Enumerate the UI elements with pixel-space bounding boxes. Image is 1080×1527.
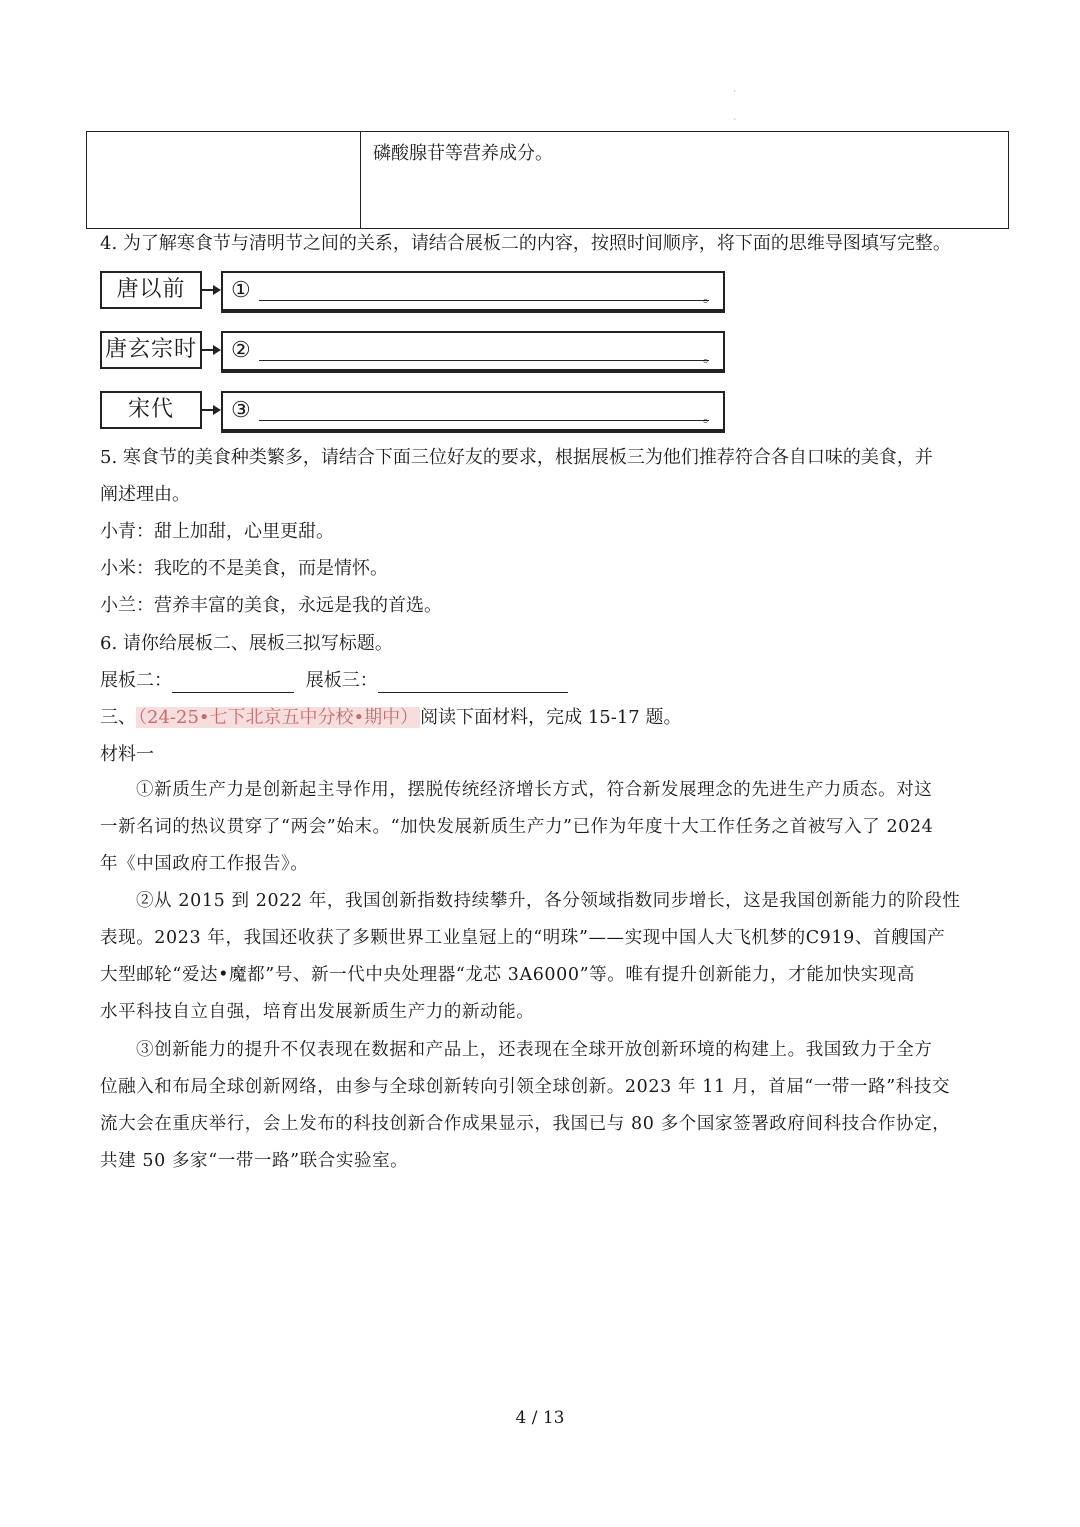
- answer-line: [259, 300, 709, 301]
- title-answer-line: [100, 669, 568, 693]
- paragraph-1: [100, 772, 933, 883]
- paragraph-line: 位融入和布局全球创新网络，由参与全球创新转向引领全球创新。2023 年 11 月，首届“一带一路”科技交: [100, 1077, 951, 1097]
- paragraph-line: 流大会在重庆举行，会上发布的科技创新合作成果显示，我国已与 80 多个国家签署政府间科技合作协定，: [100, 1114, 951, 1134]
- circled-number: ②: [231, 338, 251, 363]
- mindmap-answer-box[interactable]: [221, 331, 725, 371]
- scan-mark: ,: [734, 114, 736, 121]
- period-mark: 。: [703, 410, 717, 426]
- page-number: 4 / 13: [515, 1408, 565, 1428]
- board-3-blank[interactable]: [378, 672, 568, 693]
- paragraph-line: ③创新能力的提升不仅表现在数据和产品上，还表现在全球开放创新环境的构建上。我国致力于全方: [136, 1040, 933, 1060]
- arrow-right-icon: [200, 391, 222, 429]
- section-prefix: 三、: [100, 707, 136, 728]
- paragraph-line: 一新名词的热议贯穿了“两会”始末。“加快发展新质生产力”已作为年度十大工作任务之首被写入了 2024: [100, 817, 934, 837]
- mindmap-answer-box[interactable]: [221, 391, 725, 431]
- question-5-line2: 阐述理由。: [100, 484, 190, 505]
- material-title: 材料一: [100, 744, 154, 765]
- paragraph-line: 年《中国政府工作报告》。: [100, 854, 309, 874]
- section-instruction: 阅读下面材料，完成 15-17 题。: [420, 707, 682, 728]
- paragraph-line: 表现。2023 年，我国还收获了多颗世界工业皇冠上的“明珠”——实现中国人大飞机梦的C919、首艘国产: [100, 928, 946, 948]
- table-divider: [360, 132, 361, 228]
- question-6: 6. 请你给展板二、展板三拟写标题。: [100, 633, 393, 654]
- arrow-right-icon: [200, 271, 222, 309]
- board-2-blank[interactable]: [172, 672, 294, 693]
- mindmap-label: 唐以前: [100, 271, 202, 309]
- question-5-line1: 5. 寒食节的美食种类繁多，请结合下面三位好友的要求，根据展板三为他们推荐符合各自口味的美食，并: [100, 447, 933, 468]
- question-4: 4. 为了解寒食节与清明节之间的关系，请结合展板二的内容，按照时间顺序，将下面的思维导图填写完整。: [100, 233, 951, 254]
- paragraph-3: [100, 1032, 950, 1180]
- scan-mark: ': [734, 90, 736, 97]
- board-3-label: 展板三：: [305, 670, 378, 691]
- section-3-header: [100, 706, 681, 730]
- period-mark: 。: [703, 290, 717, 306]
- paragraph-line: ②从 2015 到 2022 年，我国创新指数持续攀升，各分领域指数同步增长，这是我国创新能力的阶段性: [136, 891, 961, 911]
- period-mark: 。: [703, 350, 717, 366]
- mindmap-label: 宋代: [100, 391, 202, 429]
- friend-request: 小兰：营养丰富的美食，永远是我的首选。: [100, 595, 442, 616]
- board-2-label: 展板二：: [100, 670, 172, 691]
- paragraph-2: [100, 883, 960, 1031]
- arrow-right-icon: [200, 331, 222, 369]
- nutrition-table: [86, 131, 1009, 229]
- source-tag: （24-25•七下北京五中分校•期中）: [138, 707, 419, 728]
- table-cell-text: 磷酸腺苷等营养成分。: [373, 143, 553, 164]
- circled-number: ①: [231, 278, 251, 303]
- mindmap-label: 唐玄宗时: [100, 331, 202, 369]
- circled-number: ③: [231, 398, 251, 423]
- paragraph-line: ①新质生产力是创新起主导作用，摆脱传统经济增长方式，符合新发展理念的先进生产力质态。对这: [136, 780, 933, 800]
- mindmap-answer-box[interactable]: [221, 271, 725, 311]
- friend-request: 小米：我吃的不是美食，而是情怀。: [100, 558, 388, 579]
- paragraph-line: 大型邮轮“爱达•魔都”号、新一代中央处理器“龙芯 3A6000”等。唯有提升创新能力，才能加快实现高: [100, 965, 915, 985]
- answer-line: [259, 420, 709, 421]
- paragraph-line: 共建 50 多家“一带一路”联合实验室。: [100, 1151, 409, 1171]
- answer-line: [259, 360, 709, 361]
- paragraph-line: 水平科技自立自强，培育出发展新质生产力的新动能。: [100, 1002, 535, 1022]
- friend-request: 小青：甜上加甜，心里更甜。: [100, 521, 334, 542]
